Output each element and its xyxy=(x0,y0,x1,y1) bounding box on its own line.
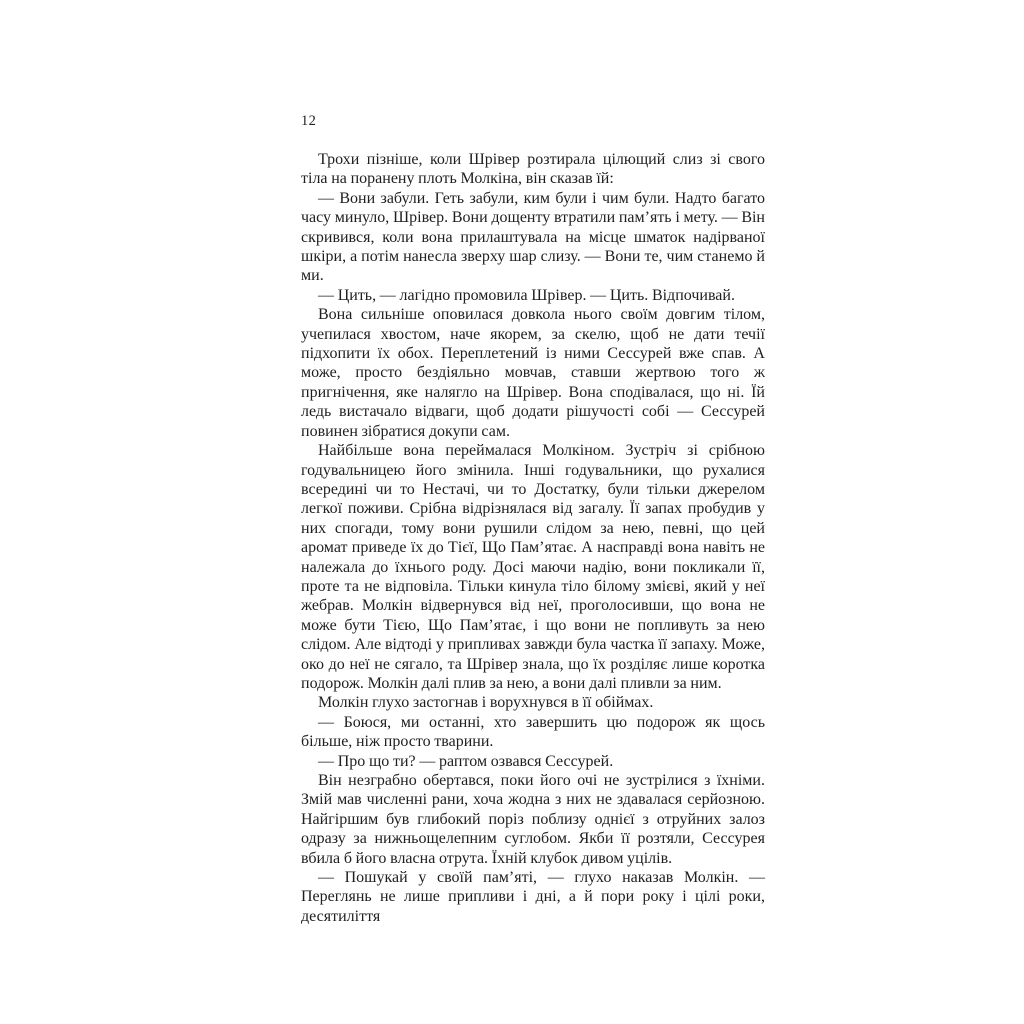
paragraph: — Пошукай у своїй пам’яті, — глухо наказав Молкін. — Переглянь не лише припливи і дні, а й пори року і цілі роки, десятиліття xyxy=(301,869,765,925)
paragraph: Вона сильніше оповилася довкола нього своїм довгим тілом, учепилася хвостом, наче якорем, за скелю, щоб не дати течії підхопити їх обох. Переплетений із ними Сессурей вже спав. А може, просто бездіяльно мовчав, ставши жертвою того ж пригнічення, яке налягло на Шрівер. Вона сподівалася, що ні. Їй ледь вистачало відваги, щоб додати рішучості собі — Сессурей повинен зібратися докупи сам. xyxy=(301,306,765,440)
paragraph: Трохи пізніше, коли Шрівер розтирала цілющий слиз зі свого тіла на поранену плоть Молкіна, він сказав їй: xyxy=(301,151,765,188)
paragraph: Молкін глухо застогнав і ворухнувся в її обіймах. xyxy=(318,694,654,712)
paragraph: — Вони забули. Геть забули, ким були і чим були. Надто багато часу минуло, Шрівер. Вони дощенту втратили пам’ять і мету. — Він скривився, коли вона прилаштувала на місце шматок надірваної шкіри, а потім нанесла зверху шар слизу. — Вони те, чим станемо й ми. xyxy=(301,189,765,285)
paragraph: Він незграбно обертався, поки його очі не зустрілися з їхніми. Змій мав численні рани, хоча жодна з них не здавалася серйозною. Найгіршим був глибокий поріз поблизу однієї з отруйних залоз одразу за нижньощелепним суглобом. Якби її розтяли, Сессурея вбила б його власна отрута. Їхній клубок дивом уцілів. xyxy=(301,772,765,867)
paragraph: — Про що ти? — раптом озвався Сессурей. xyxy=(318,752,614,770)
paragraph: — Боюся, ми останні, хто завершить цю подорож як щось більше, ніж просто тварини. xyxy=(301,713,765,751)
page-number: 12 xyxy=(301,113,317,129)
paragraph: Найбільше вона переймалася Молкіном. Зустріч зі срібною годувальницею його змінила. Інші годувальники, що рухалися всередині чи то Нестачі, чи то Достатку, були тільки джерелом легкої поживи. Срібна відрізнялася від загалу. Її запах пробудив у них спогади, тому вони рушили слідом за нею, певні, що цей аромат приведе їх до Тієї, Що Пам’ятає. А насправді вона навіть не належала до їхнього роду. Досі маючи надію, вони покликали її, проте та не відповіла. Тільки кинула тіло білому змієві, який у неї жебрав. Молкін відвернувся від неї, проголосивши, що вона не може бути Тією, Що Пам’ятає, і що вони не попливуть за нею слідом. Але відтоді у припливах завжди була частка її запаху. Може, око до неї не сягало, та Шрівер знала, що їх розділяє лише коротка подорож. Молкін далі плив за нею, а вони далі пливли за ним. xyxy=(301,442,765,692)
paragraph: — Цить, — лагідно промовила Шрівер. — Цить. Відпочивай. xyxy=(318,286,735,304)
body-text xyxy=(301,150,765,926)
